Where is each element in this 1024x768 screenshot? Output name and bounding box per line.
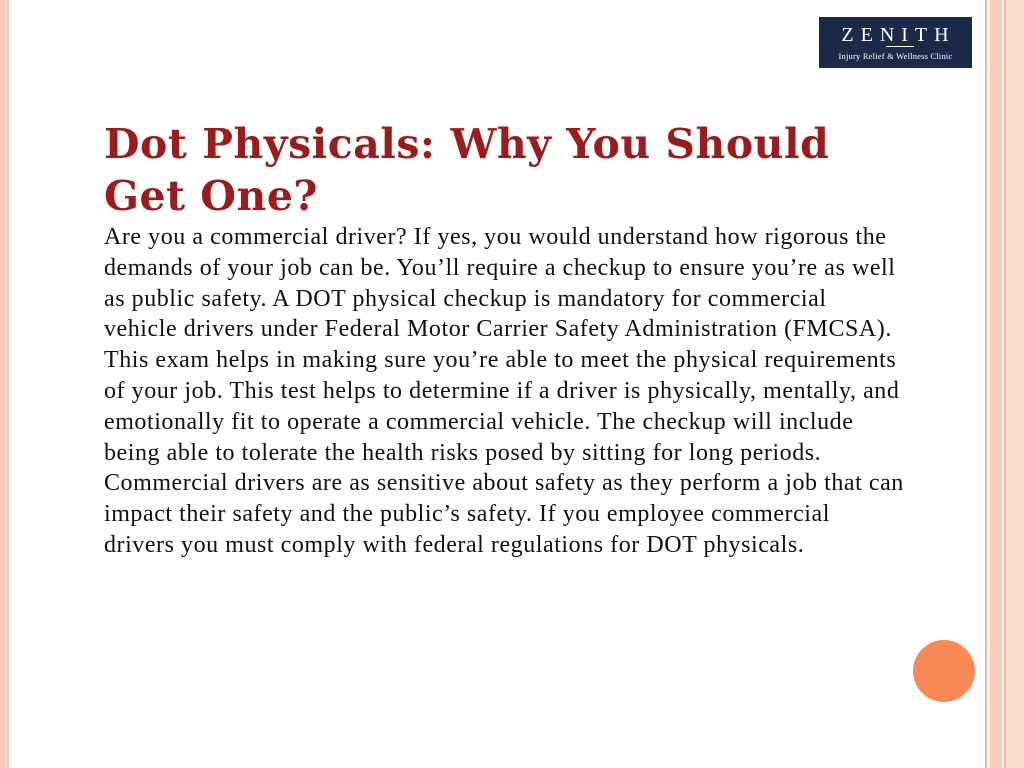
left-decorative-border bbox=[0, 0, 12, 768]
paragraph-intro: Are you a commercial driver? If yes, you would understand how rigorous the demands of your job can be. You’ll require a checkup to ensure you’re as well as public safety. A DOT physical checkup is mandatory for commercial vehicle drivers under Federal Motor Carrier Safety Administration (FMCSA). bbox=[104, 224, 896, 343]
paragraph-exam: This exam helps in making sure you’re able to meet the physical requirements of your job. This test helps to determine if a driver is physically, mentally, and emotionally fit to operate a commercial vehicle. The checkup will include being able to tolerate the health risks posed by sitting for long periods. bbox=[104, 347, 900, 466]
paragraph-compliance: Commercial drivers are as sensitive about safety as they perform a job that can impact their safety and the public’s safety. If you employee commercial drivers you must comply with federal regulations for DOT physicals. bbox=[104, 470, 904, 558]
logo-tagline: Injury Relief & Wellness Clinic bbox=[838, 51, 953, 61]
slide-title-line-1: Dot Physicals: Why You Should bbox=[104, 120, 830, 168]
slide-title-line-2: Get One? bbox=[104, 172, 318, 220]
logo-divider bbox=[886, 46, 914, 47]
logo-wordmark: ZENITH bbox=[841, 24, 956, 46]
slide-title bbox=[104, 118, 904, 222]
zenith-logo bbox=[819, 17, 972, 68]
slide-content bbox=[104, 118, 904, 561]
right-decorative-border bbox=[982, 0, 1024, 768]
decorative-orange-circle bbox=[913, 640, 975, 702]
